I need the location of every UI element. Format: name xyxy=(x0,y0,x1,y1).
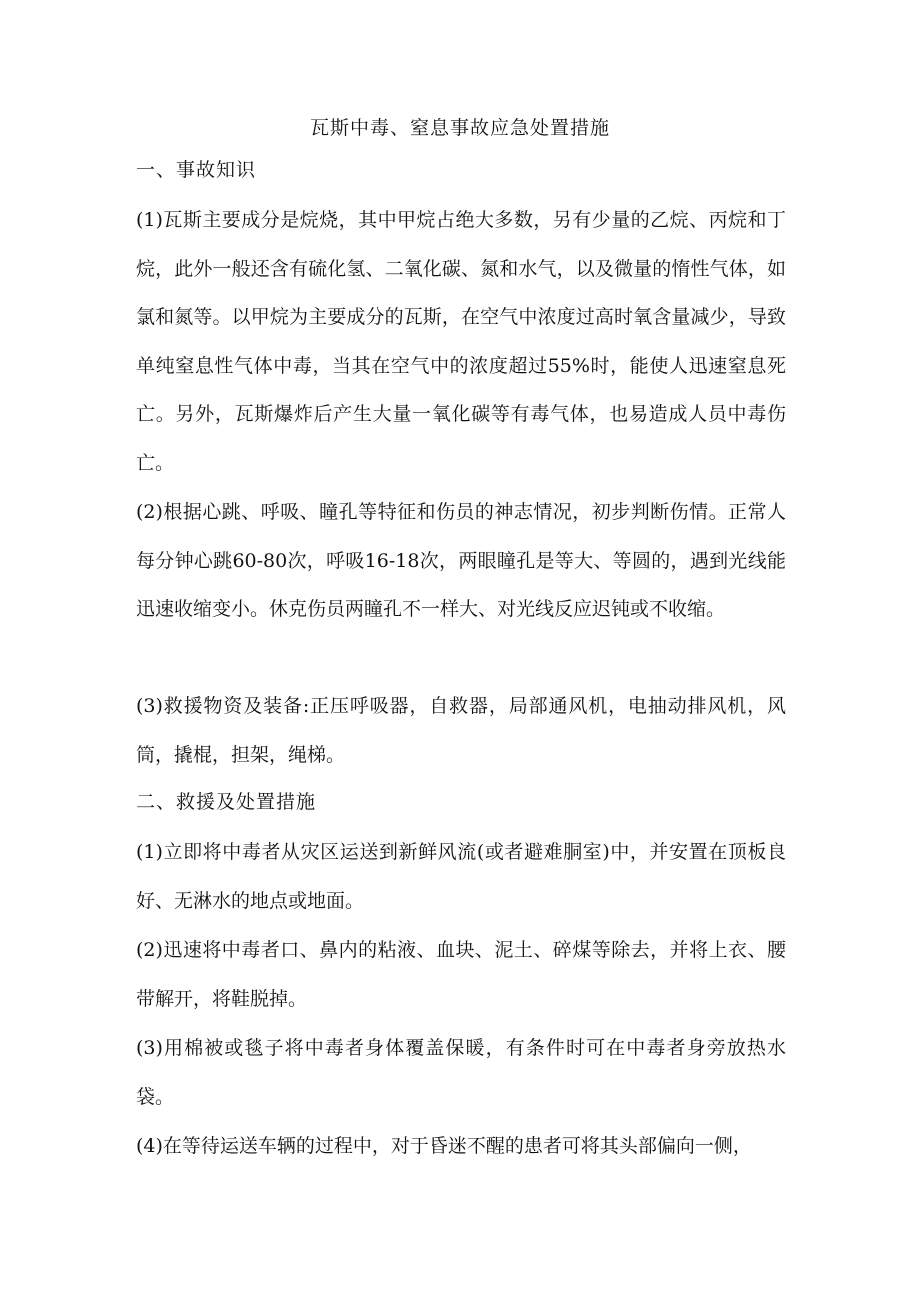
paragraph-gas-composition: (1)瓦斯主要成分是烷烧，其中甲烷占绝大多数，另有少量的乙烷、丙烷和丁烷，此外一般还含有硫化氢、二氧化碳、氮和水气，以及微量的惰性气体，如氯和氮等。以甲烷为主要成分的瓦斯，在空气中浓度过高时氧含量减少，导致单纯窒息性气体中毒，当其在空气中的浓度超过55%时，能使人迅速窒息死亡。另外，瓦斯爆炸后产生大量一氧化碳等有毒气体，也易造成人员中毒伤亡。 xyxy=(136,209,786,474)
paragraph-keep-warm: (3)用棉被或毯子将中毒者身体覆盖保暖，有条件时可在中毒者身旁放热水袋。 xyxy=(136,1037,786,1108)
paragraph-transport-position: (4)在等待运送车辆的过程中，对于昏迷不醒的患者可将其头部偏向一侧， xyxy=(136,1135,752,1157)
paragraph-rescue-equipment: (3)救援物资及装备:正压呼吸器，自救器，局部通风机，电抽动排风机，风筒，撬棍，担架，绳梯。 xyxy=(136,695,786,766)
section-heading-rescue-measures: 二、救援及处置措施 xyxy=(136,791,317,813)
paragraph-clear-airway: (2)迅速将中毒者口、鼻内的粘液、血块、泥土、碎煤等除去，并将上衣、腰带解开，将鞋脱掉。 xyxy=(136,939,786,1010)
section-heading-accident-knowledge: 一、事故知识 xyxy=(136,159,257,181)
document-title: 瓦斯中毒、窒息事故应急处置措施 xyxy=(309,117,610,139)
paragraph-evacuate-victim: (1)立即将中毒者从灾区运送到新鲜风流(或者避难胴室)中，并安置在顶板良好、无淋水的地点或地面。 xyxy=(136,841,786,912)
paragraph-injury-assessment: (2)根据心跳、呼吸、瞳孔等特征和伤员的神志情况，初步判断伤情。正常人每分钟心跳60-80次，呼吸16-18次，两眼瞳孔是等大、等圆的，遇到光线能迅速收缩变小。休克伤员两瞳孔不一样大、对光线反应迟钝或不收缩。 xyxy=(136,501,786,620)
